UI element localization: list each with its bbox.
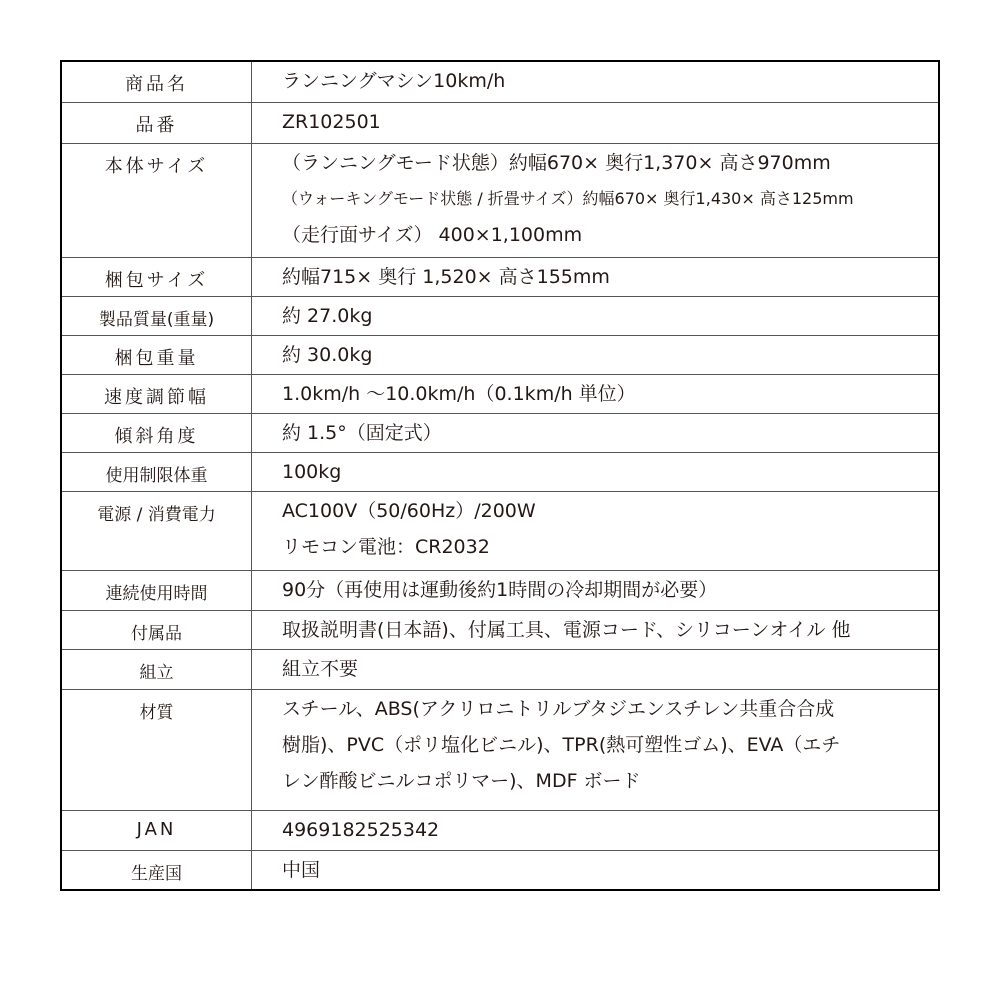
value-continuous-use (252, 571, 938, 610)
value-line: 100kg (282, 461, 342, 483)
value-line: 1.0km/h 〜10.0km/h（0.1km/h 単位） (282, 383, 636, 405)
value-line: （走行面サイズ） 400×1,100mm (282, 224, 583, 246)
value-material (252, 690, 938, 810)
value-line: 中国 (282, 859, 321, 881)
value-line: レン酢酸ビニルコポリマー)、MDF ボード (282, 770, 641, 792)
label-package-weight: 梱包重量 (62, 336, 252, 374)
value-line: 90分（再使用は運動後約1時間の冷却期間が必要） (282, 579, 718, 601)
value-line: スチール、ABS(アクリロニトリルブタジエンスチレン共重合合成 (282, 698, 835, 720)
label-body-size: 本体サイズ (62, 144, 252, 257)
row-incline-angle (62, 413, 938, 452)
value-jan (252, 811, 938, 850)
value-package-weight (252, 336, 938, 374)
value-line: 約 27.0kg (282, 305, 373, 327)
row-product-name (62, 62, 938, 102)
label-material: 材質 (62, 690, 252, 810)
value-product-weight (252, 297, 938, 335)
row-power (62, 491, 938, 570)
label-max-user-weight: 使用制限体重 (62, 453, 252, 491)
spec-table (60, 60, 940, 891)
label-incline-angle: 傾斜角度 (62, 414, 252, 452)
row-accessories (62, 610, 938, 649)
value-body-size (252, 144, 938, 257)
row-model-number (62, 102, 938, 143)
value-line: 約幅715× 奥行 1,520× 高さ155mm (282, 266, 610, 288)
row-package-weight (62, 335, 938, 374)
value-line: AC100V（50/60Hz）/200W (282, 500, 536, 522)
label-speed-range: 速度調節幅 (62, 375, 252, 413)
value-product-name (252, 62, 938, 102)
label-model-number: 品番 (62, 103, 252, 143)
row-jan (62, 810, 938, 850)
value-line: 組立不要 (282, 658, 359, 680)
row-speed-range (62, 374, 938, 413)
label-assembly: 組立 (62, 650, 252, 689)
value-speed-range (252, 375, 938, 413)
value-line: （ウォーキングモード状態 / 折畳サイズ）約幅670× 奥行1,430× 高さ125mm (282, 189, 854, 208)
row-assembly (62, 649, 938, 689)
row-product-weight (62, 296, 938, 335)
label-country: 生産国 (62, 851, 252, 889)
label-package-size: 梱包サイズ (62, 258, 252, 296)
value-line: （ランニングモード状態）約幅670× 奥行1,370× 高さ970mm (282, 152, 831, 174)
value-package-size (252, 258, 938, 296)
row-material (62, 689, 938, 810)
value-line: 約 30.0kg (282, 344, 373, 366)
label-accessories: 付属品 (62, 611, 252, 649)
value-incline-angle (252, 414, 938, 452)
row-package-size (62, 257, 938, 296)
label-power: 電源 / 消費電力 (62, 492, 252, 570)
value-assembly (252, 650, 938, 689)
row-body-size (62, 143, 938, 257)
value-accessories (252, 611, 938, 649)
label-product-weight: 製品質量(重量) (62, 297, 252, 335)
value-line: 取扱説明書(日本語)、付属工具、電源コード、シリコーンオイル 他 (282, 619, 851, 641)
value-country (252, 851, 938, 889)
label-jan: JAN (62, 811, 252, 850)
value-model-number (252, 103, 938, 143)
value-line: 4969182525342 (282, 819, 440, 841)
value-max-user-weight (252, 453, 938, 491)
row-country (62, 850, 938, 889)
label-continuous-use: 連続使用時間 (62, 571, 252, 610)
value-line: リモコン電池：CR2032 (282, 536, 490, 558)
label-product-name: 商品名 (62, 62, 252, 102)
value-line: ランニングマシン10km/h (282, 70, 506, 92)
row-max-user-weight (62, 452, 938, 491)
value-power (252, 492, 938, 570)
value-line: 樹脂)、PVC（ポリ塩化ビニル)、TPR(熱可塑性ゴム)、EVA（エチ (282, 734, 841, 756)
value-line: ZR102501 (282, 111, 381, 133)
value-line: 約 1.5°（固定式） (282, 422, 442, 444)
row-continuous-use (62, 570, 938, 610)
